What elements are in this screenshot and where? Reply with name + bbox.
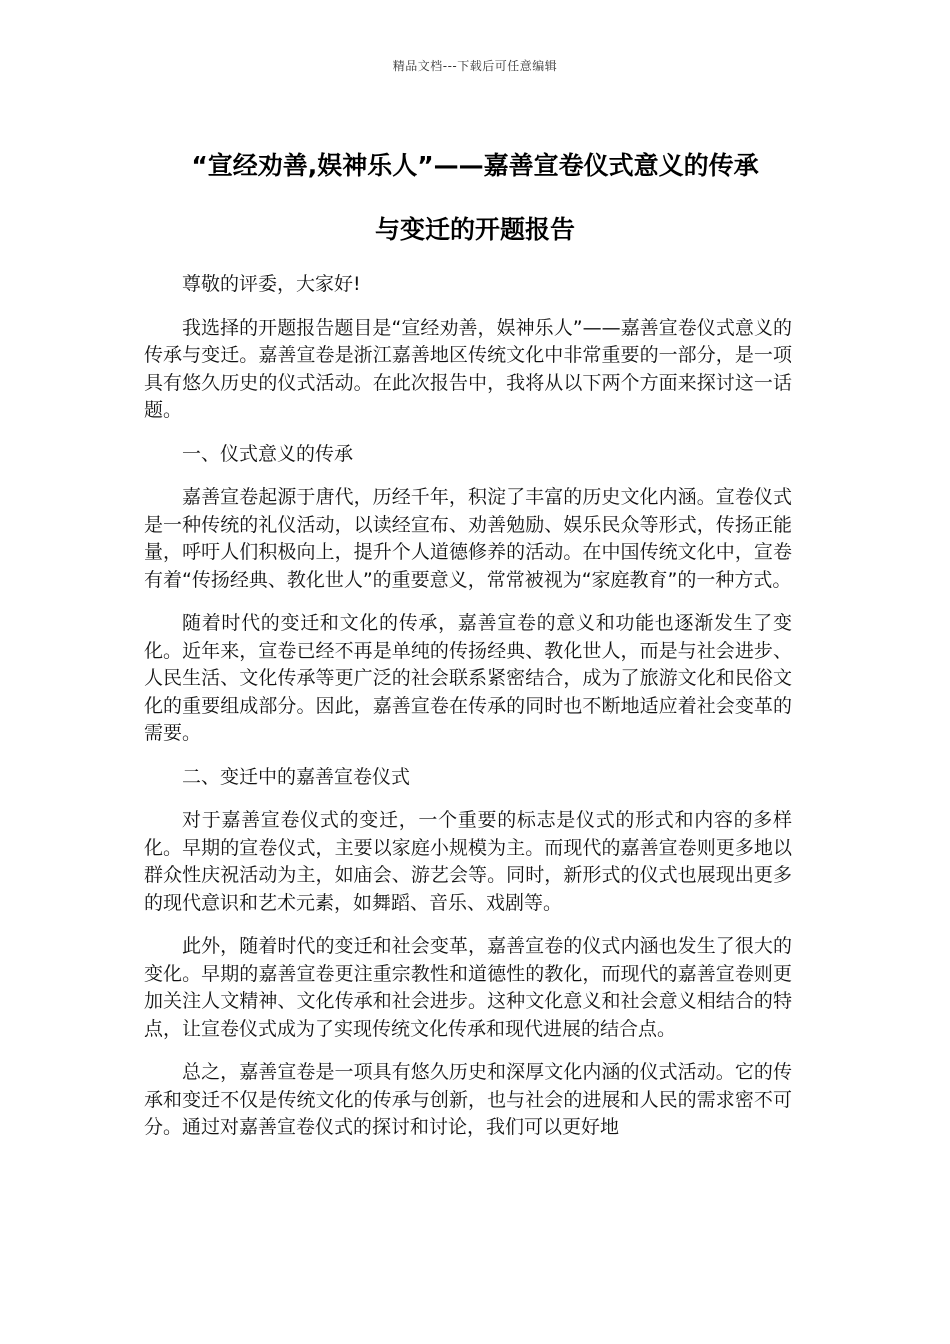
body-paragraph: 嘉善宣卷起源于唐代，历经千年，积淀了丰富的历史文化内涵。宣卷仪式是一种传统的礼仪活动，以读经宣布、劝善勉励、娱乐民众等形式，传扬正能量，呼吁人们积极向上，提升个人道德修养的活动。在中国传统文化中，宣卷有着“传扬经典、教化世人”的重要意义，常常被视为“家庭教育”的一种方式。 bbox=[144, 486, 792, 591]
title-line-1: “宣经劝善,娱神乐人”——嘉善宣卷仪式意义的传承 bbox=[191, 151, 759, 180]
title-line-2: 与变迁的开题报告 bbox=[374, 215, 575, 244]
document-title bbox=[120, 134, 830, 262]
section-heading-2: 二、变迁中的嘉善宣卷仪式 bbox=[182, 765, 411, 788]
intro-paragraph: 我选择的开题报告题目是“宣经劝善，娱神乐人”——嘉善宣卷仪式意义的传承与变迁。嘉善宣卷是浙江嘉善地区传统文化中非常重要的一部分，是一项具有悠久历史的仪式活动。在此次报告中，我将从以下两个方面来探讨这一话题。 bbox=[144, 316, 792, 421]
header-note: 精品文档---下载后可任意编辑 bbox=[392, 59, 558, 73]
body-paragraph: 此外，随着时代的变迁和社会变革，嘉善宣卷的仪式内涵也发生了很大的变化。早期的嘉善宣卷更注重宗教性和道德性的教化，而现代的嘉善宣卷则更加关注人文精神、文化传承和社会进步。这种文化意义和社会意义相结合的特点，让宣卷仪式成为了实现传统文化传承和现代进展的结合点。 bbox=[144, 935, 792, 1040]
conclusion-paragraph: 总之，嘉善宣卷是一项具有悠久历史和深厚文化内涵的仪式活动。它的传承和变迁不仅是传统文化的传承与创新，也与社会的进展和人民的需求密不可分。通过对嘉善宣卷仪式的探讨和讨论，我们可以更好地 bbox=[144, 1061, 792, 1138]
body-paragraph: 对于嘉善宣卷仪式的变迁，一个重要的标志是仪式的形式和内容的多样化。早期的宣卷仪式，主要以家庭小规模为主。而现代的嘉善宣卷则更多地以群众性庆祝活动为主，如庙会、游艺会等。同时，新形式的仪式也展现出更多的现代意识和艺术元素，如舞蹈、音乐、戏剧等。 bbox=[144, 809, 792, 914]
body-paragraph: 随着时代的变迁和文化的传承，嘉善宣卷的意义和功能也逐渐发生了变化。近年来，宣卷已经不再是单纯的传扬经典、教化世人，而是与社会进步、人民生活、文化传承等更广泛的社会联系紧密结合，成为了旅游文化和民俗文化的重要组成部分。因此，嘉善宣卷在传承的同时也不断地适应着社会变革的需要。 bbox=[144, 612, 792, 744]
greeting-paragraph: 尊敬的评委，大家好! bbox=[182, 273, 361, 295]
section-heading-1: 一、仪式意义的传承 bbox=[182, 442, 354, 465]
document-body bbox=[144, 271, 792, 1158]
